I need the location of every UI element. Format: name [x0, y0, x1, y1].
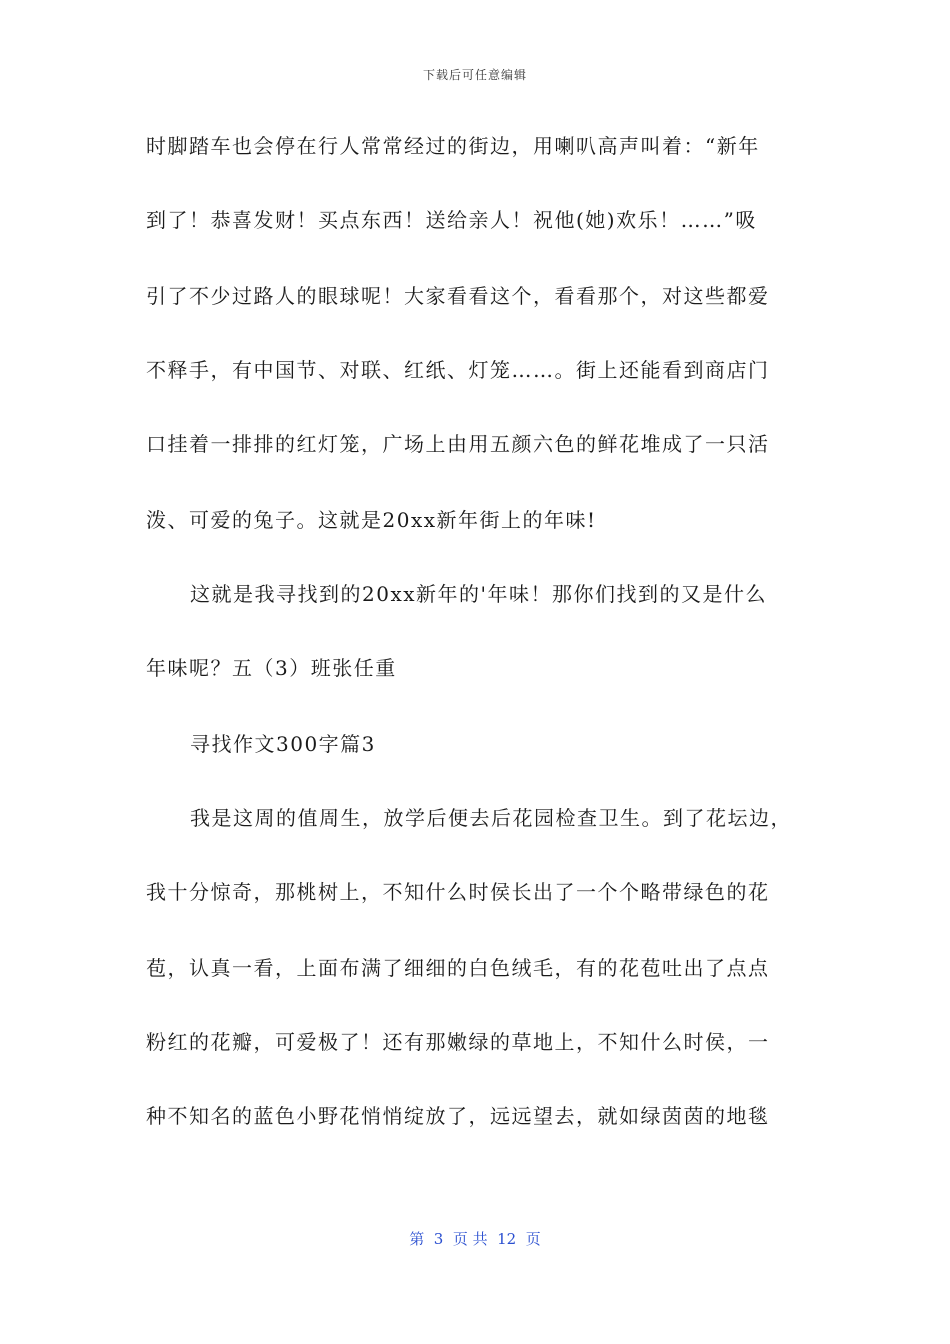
section-heading: 寻找作文300字篇3	[190, 732, 376, 756]
text-line-12: 苞，认真一看，上面布满了细细的白色绒毛，有的花苞吐出了点点	[146, 956, 770, 980]
paragraph-start-line: 我是这周的值周生，放学后便去后花园检查卫生。到了花坛边，	[190, 806, 792, 830]
page-header-note: 下载后可任意编辑	[422, 68, 527, 82]
text-line-3: 引了不少过路人的眼球呢！大家看看这个，看看那个，对这些都爱	[146, 284, 770, 308]
text-line-4: 不释手，有中国节、对联、红纸、灯笼……。街上还能看到商店门	[146, 358, 770, 382]
text-line-5: 口挂着一排排的红灯笼，广场上由用五颜六色的鲜花堆成了一只活	[146, 432, 770, 456]
text-line-6: 泼、可爱的兔子。这就是20xx新年街上的年味!	[146, 508, 597, 532]
text-line-14: 种不知名的蓝色小野花悄悄绽放了，远远望去，就如绿茵茵的地毯	[146, 1104, 770, 1128]
page-number-footer: 第 3 页 共 12 页	[409, 1230, 541, 1248]
text-line-13: 粉红的花瓣，可爱极了！还有那嫩绿的草地上，不知什么时侯，一	[146, 1030, 770, 1054]
text-line-11: 我十分惊奇，那桃树上，不知什么时侯长出了一个个略带绿色的花	[146, 880, 770, 904]
text-line-8: 年味呢？五（3）班张任重	[146, 656, 397, 680]
text-line-1: 时脚踏车也会停在行人常常经过的街边，用喇叭高声叫着：“新年	[146, 134, 760, 158]
text-line-2: 到了！恭喜发财！买点东西！送给亲人！祝他(她)欢乐！……”吸	[146, 208, 757, 232]
paragraph-start-line: 这就是我寻找到的20xx新年的'年味！那你们找到的又是什么	[190, 582, 768, 606]
